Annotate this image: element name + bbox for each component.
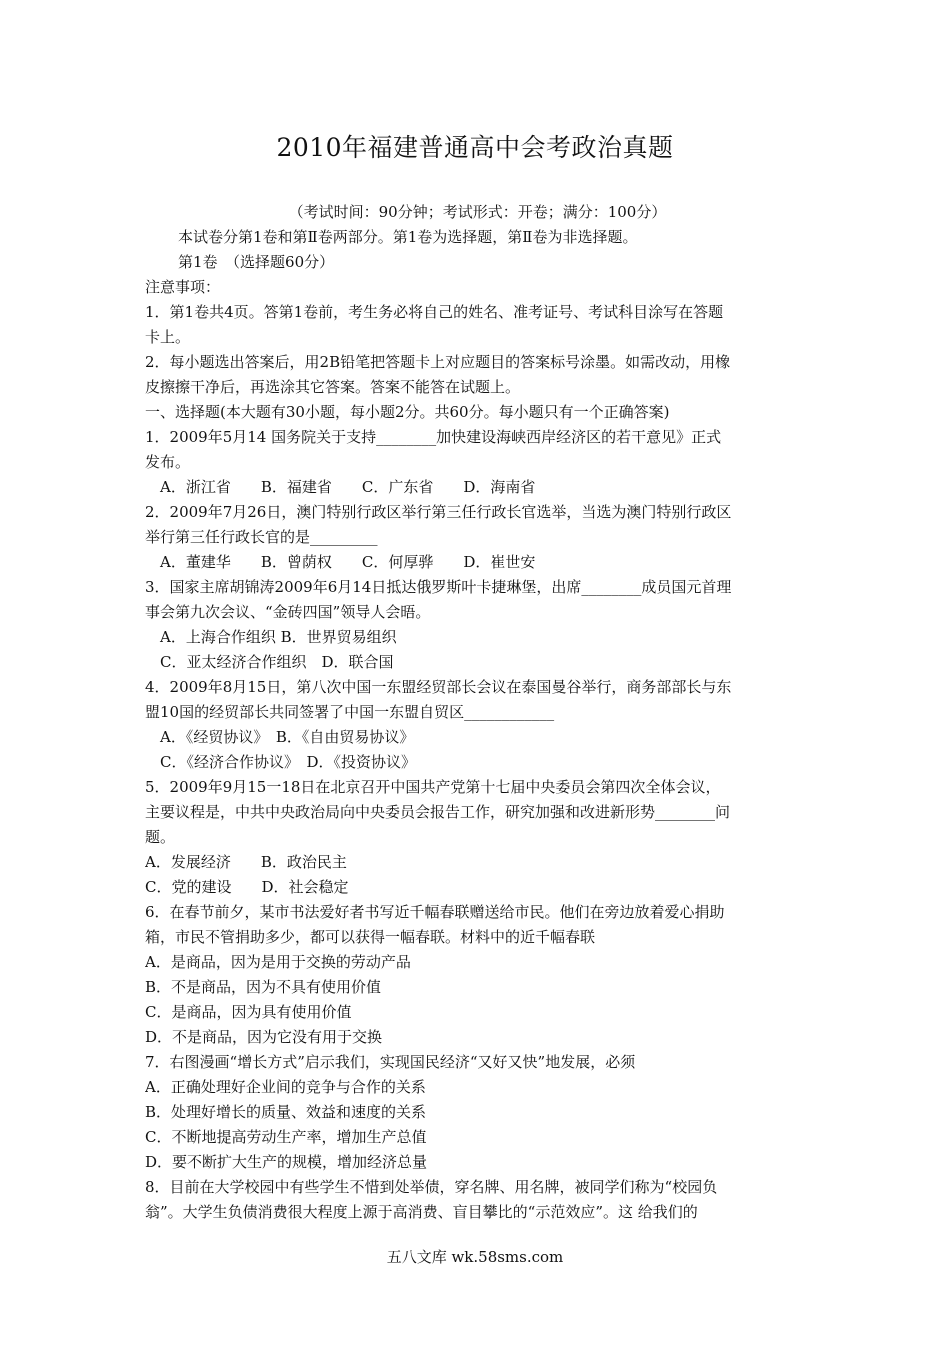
question-line: 2．2009年7月26日，澳门特别行政区举行第三任行政长官选举，当选为澳门特别行政区 xyxy=(145,503,732,521)
notice-line: 1．第1卷共4页。答第1卷前，考生务必将自己的姓名、准考证号、考试科目涂写在答题 xyxy=(145,303,724,321)
question-line: 盟10国的经贸部长共同签署了中国一东盟自贸区____________ xyxy=(145,703,555,721)
question-line: 7．右图漫画“增长方式”启示我们，实现国民经济“又好又快”地发展，必须 xyxy=(145,1053,636,1071)
answer-options: A．浙江省 B．福建省 C．广东省 D．海南省 xyxy=(160,478,536,496)
answer-options: A．《经贸协议》 B．《自由贸易协议》 xyxy=(160,728,415,746)
question-line: 事会第九次会议、“金砖四国”领导人会晤。 xyxy=(145,603,431,621)
section-heading: 第1卷 （选择题60分） xyxy=(178,253,335,271)
question-line: 箱，市民不管捐助多少，都可以获得一幅春联。材料中的近千幅春联 xyxy=(145,928,596,946)
question-line: 1．2009年5月14 国务院关于支持________加快建设海峡西岸经济区的若干意见》正式 xyxy=(145,428,722,446)
question-line: 3．国家主席胡锦涛2009年6月14日抵达俄罗斯叶卡捷琳堡，出席________成员国元首理 xyxy=(145,578,732,596)
question-line: 5．2009年9月15一18日在北京召开中国共产党第十七届中央委员会第四次全体会议， xyxy=(145,778,721,796)
answer-options: C．亚太经济合作组织 D．联合国 xyxy=(160,653,394,671)
question-line: 举行第三任行政长官的是_________ xyxy=(145,528,378,546)
question-line: 发布。 xyxy=(145,453,191,471)
answer-option: C．是商品，因为具有使用价值 xyxy=(145,1003,352,1021)
answer-option: D．不是商品，因为它没有用于交换 xyxy=(145,1028,383,1046)
document-body xyxy=(145,200,810,1225)
question-line: 4．2009年8月15日，第八次中国一东盟经贸部长会议在泰国曼谷举行，商务部部长与东 xyxy=(145,678,732,696)
notice-heading: 注意事项： xyxy=(145,278,221,296)
question-line: 8．目前在大学校园中有些学生不惜到处举债，穿名牌、用名牌，被同学们称为“校园负 xyxy=(145,1178,718,1196)
answer-option: D．要不断扩大生产的规模，增加经济总量 xyxy=(145,1153,428,1171)
part-heading: 一、选择题(本大题有30小题，每小题2分。共60分。每小题只有一个正确答案) xyxy=(145,403,670,421)
intro-line: 本试卷分第1卷和第Ⅱ卷两部分。第1卷为选择题，第Ⅱ卷为非选择题。 xyxy=(178,228,638,246)
question-line: 6．在春节前夕，某市书法爱好者书写近千幅春联赠送给市民。他们在旁边放着爱心捐助 xyxy=(145,903,725,921)
answer-option: A．正确处理好企业间的竞争与合作的关系 xyxy=(145,1078,426,1096)
answer-option: B．处理好增长的质量、效益和速度的关系 xyxy=(145,1103,427,1121)
answer-option: C．不断地提高劳动生产率，增加生产总值 xyxy=(145,1128,427,1146)
answer-options: A．上海合作组织 B．世界贸易组织 xyxy=(160,628,397,646)
answer-options: A．董建华 B．曾荫权 C．何厚骅 D．崔世安 xyxy=(160,553,536,571)
notice-line: 皮擦擦干净后，再选涂其它答案。答案不能答在试题上。 xyxy=(145,378,521,396)
document-title: 2010年福建普通高中会考政治真题 xyxy=(276,133,674,162)
question-line: 主要议程是，中共中央政治局向中央委员会报告工作，研究加强和改进新形势________问 xyxy=(145,803,731,821)
page-footer: 五八文库 wk.58sms.com xyxy=(386,1248,564,1266)
answer-options: C．党的建设 D．社会稳定 xyxy=(145,878,349,896)
question-line: 翁”。大学生负债消费很大程度上源于高消费、盲目攀比的“示范效应”。这 给我们的 xyxy=(145,1203,698,1221)
answer-option: B．不是商品，因为不具有使用价值 xyxy=(145,978,382,996)
answer-option: A．是商品，因为是用于交换的劳动产品 xyxy=(145,953,411,971)
notice-line: 卡上。 xyxy=(145,328,191,346)
answer-options: A．发展经济 B．政治民主 xyxy=(145,853,347,871)
notice-line: 2．每小题选出答案后，用2B铅笔把答题卡上对应题目的答案标号涂墨。如需改动，用橡 xyxy=(145,353,731,371)
question-line: 题。 xyxy=(145,828,176,846)
exam-info-line: （考试时间：90分钟；考试形式：开卷；满分：100分） xyxy=(288,203,667,221)
answer-options: C．《经济合作协议》 D．《投资协议》 xyxy=(160,753,417,771)
